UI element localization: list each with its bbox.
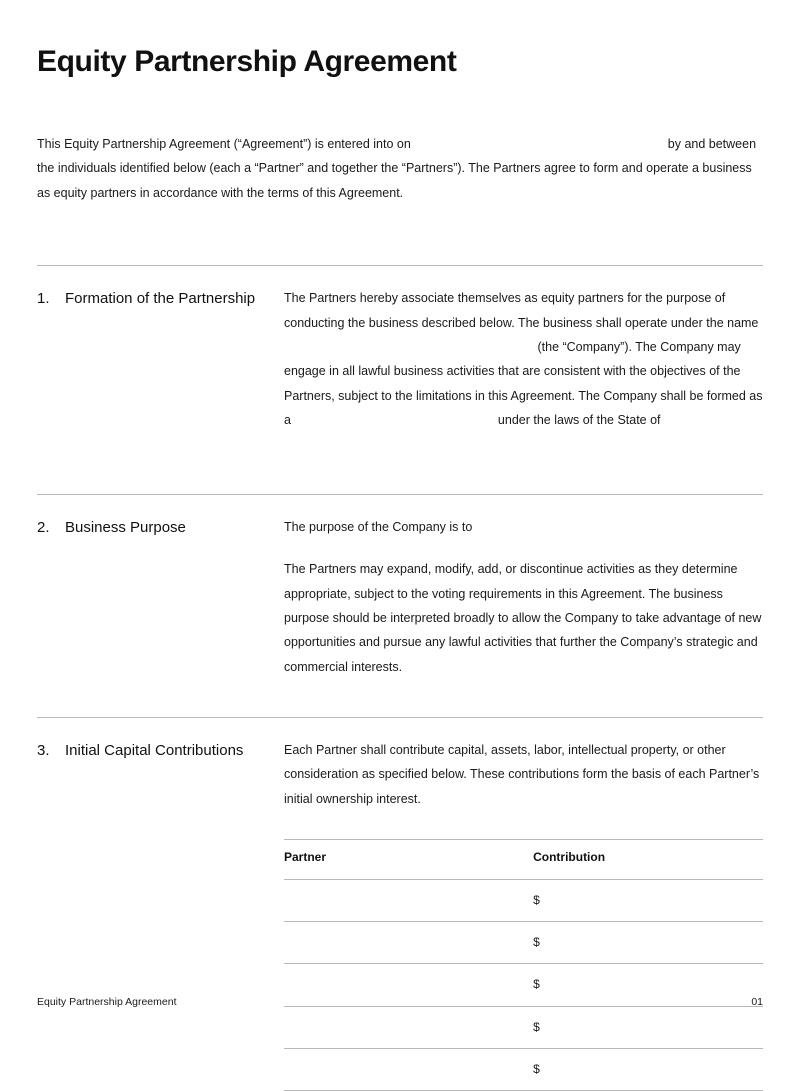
table-row[interactable] — [284, 1006, 763, 1048]
footer-document-name: Equity Partnership Agreement — [37, 996, 177, 1008]
contributions-text: Each Partner shall contribute capital, assets, labor, intellectual property, or other consideration as specified below. These contributions form the basis of each Partner’s initial ownership interest. — [284, 743, 760, 806]
purpose-text-part2: The Partners may expand, modify, add, or discontinue activities as they determine appropriate, subject to the voting requirements in this Agreement. The business purpose should be interpreted broadly to allow the Company to take advantage of new opportunities and pursue any lawful activities that further the Company’s strategic and commercial interests. — [284, 562, 762, 674]
contribution-amount-cell[interactable]: $ — [533, 1049, 763, 1091]
partner-name-cell[interactable] — [284, 921, 533, 963]
section-body — [284, 286, 763, 457]
formation-text-part1: The Partners hereby associate themselves as equity partners for the purpose of conducting the business described below. The business shall operate under the name — [284, 291, 759, 330]
partner-name-cell[interactable] — [284, 879, 533, 921]
page-footer — [37, 996, 763, 1008]
table-header-row — [284, 840, 763, 879]
contribution-amount-cell[interactable]: $ — [533, 964, 763, 1006]
section-heading — [37, 515, 284, 540]
contribution-amount-cell[interactable]: $ — [533, 921, 763, 963]
intro-text-part1: This Equity Partnership Agreement (“Agreement”) is entered into on — [37, 137, 411, 151]
contribution-amount-cell[interactable]: $ — [533, 879, 763, 921]
column-header-contribution: Contribution — [533, 840, 763, 879]
section-body — [284, 738, 763, 1091]
section-number: 1. — [37, 290, 50, 308]
section-title: Formation of the Partnership — [65, 290, 256, 308]
partner-name-cell[interactable] — [284, 1049, 533, 1091]
section-heading — [37, 738, 284, 763]
footer-page-number: 01 — [751, 996, 763, 1008]
section-heading — [37, 286, 284, 311]
column-header-partner: Partner — [284, 840, 533, 879]
section-title: Initial Capital Contributions — [65, 742, 244, 759]
section-body — [284, 515, 763, 679]
section-formation — [37, 265, 763, 457]
section-title: Business Purpose — [65, 518, 186, 536]
section-number: 3. — [37, 742, 50, 759]
contributions-table — [284, 839, 763, 1091]
formation-text-part3: under the laws of the State of — [497, 413, 661, 427]
partner-name-cell[interactable] — [284, 1006, 533, 1048]
table-row[interactable] — [284, 879, 763, 921]
section-initial-capital-contributions — [37, 717, 763, 1091]
table-row[interactable] — [284, 921, 763, 963]
contribution-amount-cell[interactable]: $ — [533, 1006, 763, 1048]
section-number: 2. — [37, 518, 50, 536]
intro-text-part2: by and between the individuals identified below (each a “Partner” and together the “Partners”). The Partners agree to form and operate a business as equity partners in accordance with the terms of this Agreement. — [37, 137, 757, 200]
purpose-text-part1: The purpose of the Company is to — [284, 519, 473, 534]
page-title: Equity Partnership Agreement — [37, 45, 457, 78]
section-business-purpose — [37, 494, 763, 679]
formation-text-part2: (the “Company”). The Company may engage in all lawful business activities that are consistent with the objectives of the Partners, subject to the limitations in this Agreement. The Company shall be formed as a — [284, 339, 763, 427]
intro-paragraph — [37, 132, 763, 205]
table-row[interactable] — [284, 1049, 763, 1091]
